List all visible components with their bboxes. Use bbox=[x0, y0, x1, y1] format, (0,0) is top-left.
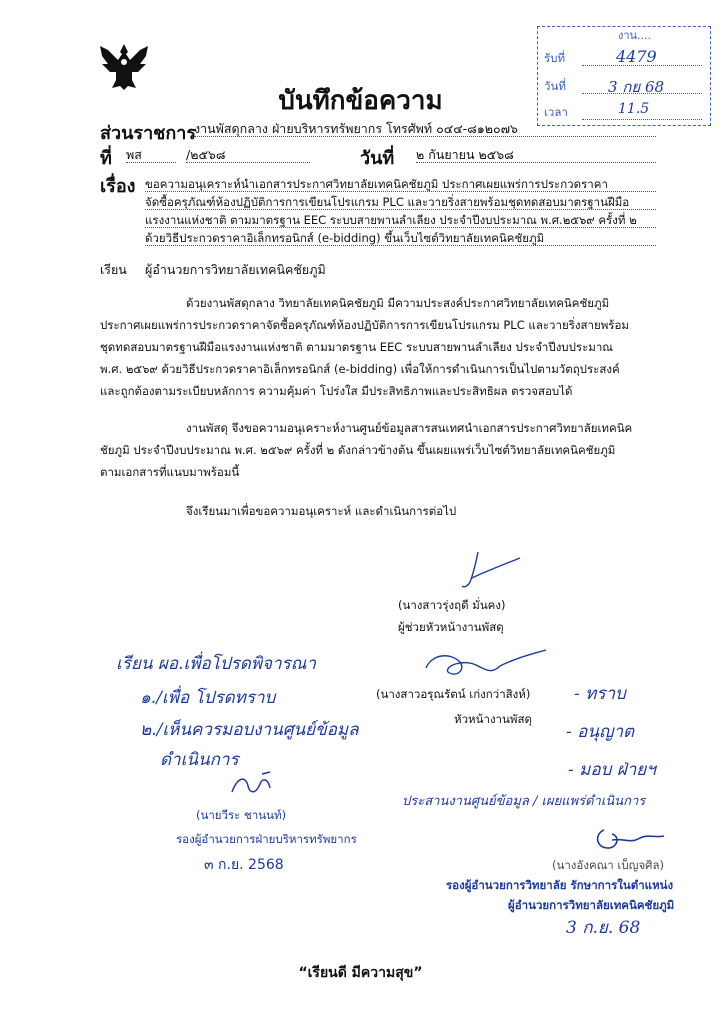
agency-label: ส่วนราชการ bbox=[100, 123, 197, 144]
subject-line-4: ด้วยวิธีประกวดราคาอิเล็กทรอนิกส์ (e-bidding) ขึ้นเว็บไซต์วิทยาลัยเทคนิคชัยภูมิ bbox=[145, 231, 656, 246]
right-note-1: - ทราบ bbox=[574, 684, 626, 704]
left-note-2: ๑./เพื่อ โปรดทราบ bbox=[140, 688, 276, 708]
para1-line-5: และถูกต้องตามระเบียบหลักการ ความคุ้มค่า โปร่งใส มีประสิทธิภาพและประสิทธิผล ตรวจสอบได้ bbox=[100, 384, 573, 398]
ref-label: ที่ bbox=[100, 148, 112, 169]
stamp-time-value: 11.5 bbox=[618, 101, 650, 117]
date-label: วันที่ bbox=[360, 148, 395, 169]
subject-line-2: จัดซื้อครุภัณฑ์ห้องปฏิบัติการการเขียนโปรแกรม PLC และวายริ่งสายพร้อมชุดทดสอบมาตรฐานฝีมือ bbox=[145, 195, 656, 210]
sig4-name: (นางอังคณา เบ็ญจศิล) bbox=[552, 858, 665, 872]
stamp-date-value: 3 กย 68 bbox=[608, 78, 665, 96]
subject-line-1: ขอความอนุเคราะห์นำเอกสารประกาศวิทยาลัยเทคนิคชัยภูมิ ประกาศเผยแพร่การประกวดราคา bbox=[145, 177, 656, 192]
stamp-time-label: เวลา bbox=[544, 105, 568, 119]
memo-title: บันทึกข้อความ bbox=[278, 86, 443, 116]
signature-1-icon bbox=[448, 548, 528, 594]
sig1-name: (นางสาวรุ่งฤดี มั่นคง) bbox=[398, 598, 506, 612]
stamp-no-label: รับที่ bbox=[544, 51, 566, 65]
sig2-name: (นางสาวอรุณรัตน์ เก่งกว่าสิงห์) bbox=[376, 687, 531, 701]
motto: “เรียนดี มีความสุข” bbox=[298, 965, 423, 981]
sig2-title: หัวหน้างานพัสดุ bbox=[454, 712, 532, 726]
right-note-2: - อนุญาต bbox=[566, 722, 635, 742]
sig3-date: ๓ ก.ย. 2568 bbox=[204, 857, 284, 873]
sig1-title: ผู้ช่วยหัวหน้างานพัสดุ bbox=[398, 620, 504, 634]
para1-line-2: ประกาศเผยแพร่การประกวดราคาจัดซื้อครุภัณฑ์ห้องปฏิบัติการการเขียนโปรแกรม PLC และวายริ่งสายพร้อม bbox=[100, 318, 629, 332]
date-value: ๒ กันยายน ๒๕๖๘ bbox=[416, 148, 656, 163]
subject-line-3: แรงงานแห่งชาติ ตามมาตรฐาน EEC ระบบสายพานลำเลียง ประจำปีงบประมาณ พ.ศ.๒๕๖๙ ครั้งที่ ๒ bbox=[145, 213, 656, 228]
ref-prefix: พส bbox=[126, 148, 176, 163]
to-value: ผู้อำนวยการวิทยาลัยเทคนิคชัยภูมิ bbox=[145, 262, 326, 277]
closing-line: จึงเรียนมาเพื่อขอความอนุเคราะห์ และดำเนินการต่อไป bbox=[186, 504, 457, 518]
subject-label: เรื่อง bbox=[100, 176, 136, 197]
sig3-name: (นายวีระ ชานนท์) bbox=[196, 808, 287, 822]
to-label: เรียน bbox=[100, 262, 127, 277]
para2-line-3: ตามเอกสารที่แนบมาพร้อมนี้ bbox=[100, 465, 240, 479]
stamp-unit: งาน.... bbox=[618, 29, 652, 42]
left-note-1: เรียน ผอ.เพื่อโปรดพิจารณา bbox=[116, 654, 316, 674]
signature-4-icon bbox=[590, 818, 670, 858]
sig4-title-2: ผู้อำนวยการวิทยาลัยเทคนิคชัยภูมิ bbox=[508, 898, 675, 912]
left-note-4: ดำเนินการ bbox=[160, 750, 239, 770]
para2-line-2: ชัยภูมิ ประจำปีงบประมาณ พ.ศ. ๒๕๖๙ ครั้งที่ ๒ ดังกล่าวข้างต้น ขึ้นเผยแพร่เว็บไซต์วิทยาลัยเทคนิคชัยภูมิ bbox=[100, 443, 616, 457]
right-note-3: - มอบ ฝ่ายฯ bbox=[568, 760, 656, 780]
sig3-title: รองผู้อำนวยการฝ่ายบริหารทรัพยากร bbox=[176, 832, 357, 846]
para1-line-3: ชุดทดสอบมาตรฐานฝีมือแรงงานแห่งชาติ ตามมาตรฐาน EEC ระบบสายพานลำเลียง ประจำปีงบประมาณ bbox=[100, 340, 613, 354]
sig4-title-1: รองผู้อำนวยการวิทยาลัย รักษาการในตำแหน่ง bbox=[446, 878, 674, 892]
ref-suffix: /๒๕๖๘ bbox=[186, 148, 310, 163]
para1-line-4: พ.ศ. ๒๕๖๙ ด้วยวิธีประกวดราคาอิเล็กทรอนิกส์ (e-bidding) เพื่อให้การดำเนินการเป็นไปตามวัตถุประสงค์ bbox=[100, 362, 620, 376]
signature-2-icon bbox=[420, 644, 550, 684]
signature-3-icon bbox=[226, 770, 286, 800]
para2-line-1: งานพัสดุ จึงขอความอนุเคราะห์งานศูนย์ข้อมูลสารสนเทศนำเอกสารประกาศวิทยาลัยเทคนิค bbox=[186, 421, 633, 435]
para1-line-1: ด้วยงานพัสดุกลาง วิทยาลัยเทคนิคชัยภูมิ มีความประสงค์ประกาศวิทยาลัยเทคนิคชัยภูมิ bbox=[186, 296, 610, 310]
right-note-4: ประสานงานศูนย์ข้อมูล / เผยแพร่ดำเนินการ bbox=[402, 794, 646, 809]
stamp-no-value: 4479 bbox=[616, 47, 657, 66]
director-date: 3 ก.ย. 68 bbox=[566, 918, 641, 938]
agency-value: งานพัสดุกลาง ฝ่ายบริหารทรัพยากร โทรศัพท์ ๐๔๔-๘๑๒๐๗๖ bbox=[194, 122, 656, 137]
left-note-3: ๒./เห็นควรมอบงานศูนย์ข้อมูล bbox=[140, 720, 359, 740]
stamp-date-label: วันที่ bbox=[544, 79, 566, 93]
